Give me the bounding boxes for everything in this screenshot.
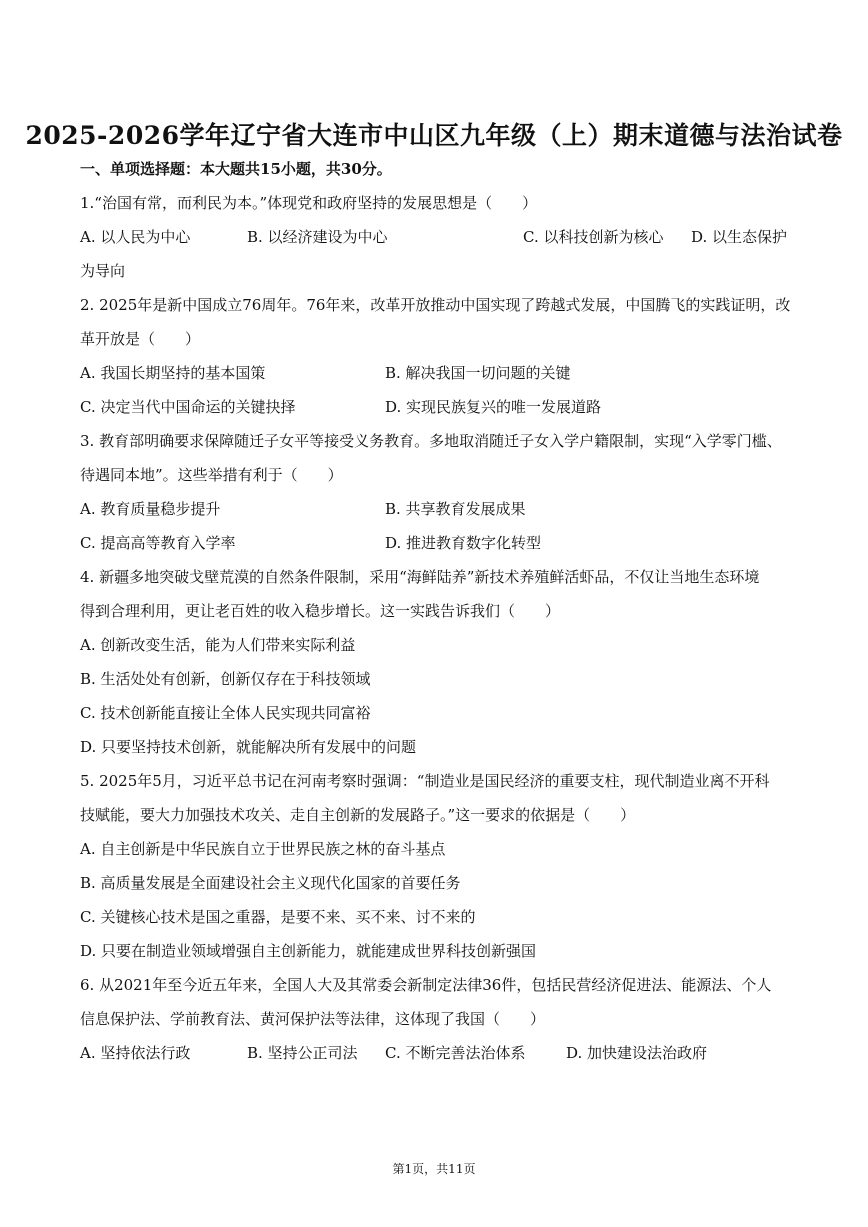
question-6-option-b: B. 坚持公正司法 (247, 1044, 358, 1062)
question-3-option-c: C. 提高高等教育入学率 (80, 534, 236, 552)
question-3-option-b: B. 共享教育发展成果 (385, 500, 526, 518)
question-5-option-d: D. 只要在制造业领域增强自主创新能力，就能建成世界科技创新强国 (80, 942, 537, 960)
question-2-option-c: C. 决定当代中国命运的关键抉择 (80, 398, 296, 416)
question-5-option-c: C. 关键核心技术是国之重器，是要不来、买不来、讨不来的 (80, 908, 476, 926)
section-heading: 一、单项选择题：本大题共15小题，共30分。 (80, 160, 392, 178)
question-1-option-d-cont: 为导向 (80, 262, 126, 280)
question-2-stem-line-2: 革开放是（ ） (80, 330, 201, 348)
question-1-option-b: B. 以经济建设为中心 (247, 228, 388, 246)
question-4-option-d: D. 只要坚持技术创新，就能解决所有发展中的问题 (80, 738, 417, 756)
question-3-stem-line-2: 待遇同本地”。这些举措有利于（ ） (80, 466, 343, 484)
question-2-option-d: D. 实现民族复兴的唯一发展道路 (385, 398, 602, 416)
question-5-stem-line-2: 技赋能，要大力加强技术攻关、走自主创新的发展路子。”这一要求的依据是（ ） (80, 806, 636, 824)
question-2-option-b: B. 解决我国一切问题的关键 (385, 364, 571, 382)
question-4-option-b: B. 生活处处有创新，创新仅存在于科技领域 (80, 670, 371, 688)
question-6-stem-line-1: 6. 从2021年至今近五年来，全国人大及其常委会新制定法律36件，包括民营经济促进法、能源法、个人 (80, 976, 772, 994)
question-6-option-c: C. 不断完善法治体系 (385, 1044, 526, 1062)
question-1-option-c: C. 以科技创新为核心 (523, 228, 664, 246)
question-1-option-d: D. 以生态保护 (691, 228, 788, 246)
question-3-option-d: D. 推进教育数字化转型 (385, 534, 542, 552)
question-5-stem-line-1: 5. 2025年5月，习近平总书记在河南考察时强调：“制造业是国民经济的重要支柱，现代制造业离不开科 (80, 772, 770, 790)
question-1-option-a: A. 以人民为中心 (80, 228, 191, 246)
question-4-option-a: A. 创新改变生活，能为人们带来实际利益 (80, 636, 356, 654)
question-4-stem-line-1: 4. 新疆多地突破戈壁荒漠的自然条件限制，采用“海鲜陆养”新技术养殖鲜活虾品，不仅让当地生态环境 (80, 568, 760, 586)
question-3-stem-line-1: 3. 教育部明确要求保障随迁子女平等接受义务教育。多地取消随迁子女入学户籍限制，实现“入学零门槛、 (80, 432, 782, 450)
question-6-option-d: D. 加快建设法治政府 (566, 1044, 708, 1062)
question-5-option-b: B. 高质量发展是全面建设社会主义现代化国家的首要任务 (80, 874, 461, 892)
question-4-stem-line-2: 得到合理利用，更让老百姓的收入稳步增长。这一实践告诉我们（ ） (80, 602, 561, 620)
question-1-stem: 1.“治国有常，而利民为本。”体现党和政府坚持的发展思想是（ ） (80, 194, 538, 212)
question-6-stem-line-2: 信息保护法、学前教育法、黄河保护法等法律，这体现了我国（ ） (80, 1010, 546, 1028)
page-title: 2025-2026学年辽宁省大连市中山区九年级（上）期末道德与法治试卷 (25, 121, 843, 150)
question-2-option-a: A. 我国长期坚持的基本国策 (80, 364, 266, 382)
page-footer: 第1页，共11页 (392, 1162, 476, 1176)
question-6-option-a: A. 坚持依法行政 (80, 1044, 191, 1062)
question-2-stem-line-1: 2. 2025年是新中国成立76周年。76年来，改革开放推动中国实现了跨越式发展，中国腾飞的实践证明，改 (80, 296, 791, 314)
question-4-option-c: C. 技术创新能直接让全体人民实现共同富裕 (80, 704, 371, 722)
question-5-option-a: A. 自主创新是中华民族自立于世界民族之林的奋斗基点 (80, 840, 446, 858)
question-3-option-a: A. 教育质量稳步提升 (80, 500, 221, 518)
